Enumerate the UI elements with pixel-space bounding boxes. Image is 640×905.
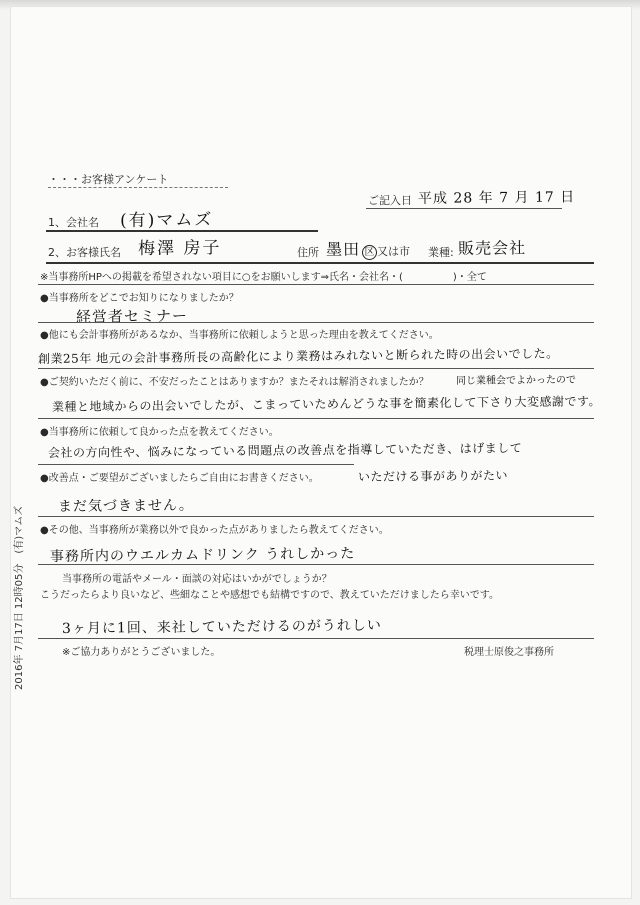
- form-title: ・・・お客様アンケート: [48, 173, 169, 186]
- question-improvements: ●改善点・ご要望がございましたらご自由にお書きください。: [40, 473, 319, 484]
- answer-concerns-note: 同じ業種会でよかったので: [455, 374, 577, 387]
- address-value: 墨田: [325, 239, 361, 259]
- answer-contact: 3ヶ月に1回、来社していただけるのがうれしい: [61, 617, 382, 637]
- fax-timestamp: 2016年 7月17日 12時05分 (有)マムズ: [14, 505, 25, 690]
- entry-date-value: 平成 28 年 7 月 17 日: [417, 189, 576, 207]
- answer-other-good: 事務所内のウエルカムドリンク うれしかった: [49, 545, 356, 565]
- entry-date-rule: [366, 208, 562, 209]
- q4-rule: [38, 368, 594, 369]
- answer-improvements: まだ気づきません。: [57, 497, 194, 515]
- answer-concerns: 業種と地域からの出会いでしたが、こまっていためんどうな事を簡素化して下さり大変感謝です。: [51, 394, 602, 414]
- question-contact-line1: 当事務所の電話やメール・面談の対応はいかがでしょうか？: [62, 574, 332, 585]
- q3-rule: [38, 322, 594, 323]
- company-rule: [46, 230, 318, 232]
- hp-consent-note: ※当事務所HPへの掲載を希望されない項目に○をお願いします⇒氏名・会社名・( )・全て: [40, 272, 487, 283]
- industry-label: 業種:: [428, 246, 454, 259]
- ward-circle: 区: [362, 245, 377, 260]
- question-good-points: ●当事務所に依頼して良かった点を教えてください。: [40, 427, 279, 438]
- answer-good-points-line1: 会社の方向性や、悩みになっている問題点の改善点を指導していただき、はげまして: [47, 441, 523, 460]
- answer-how-known: 経営者セミナー: [75, 306, 189, 326]
- office-name: 税理士原俊之事務所: [464, 647, 554, 658]
- address-label: 住所: [297, 246, 319, 259]
- q9-rule: [38, 638, 594, 639]
- answer-good-points-line2: いただける事がありがたい: [357, 468, 509, 484]
- title-underline: [48, 187, 228, 188]
- ward-rest: 又は市: [377, 245, 410, 258]
- name-row-rule: [46, 262, 594, 264]
- customer-name-value: 梅澤 房子: [137, 238, 222, 259]
- customer-name-label: 2、お客様氏名: [48, 246, 121, 259]
- company-value: (有)マムズ: [119, 210, 214, 231]
- thanks-note: ※ご協力ありがとうございました。: [62, 647, 221, 658]
- question-contact-line2: こうだったらより良いなど、些細なことや感想でも結構ですので、教えていただけましたら幸いです。: [40, 590, 499, 601]
- survey-sheet: [10, 6, 632, 899]
- q5-rule: [38, 418, 594, 419]
- q6-rule: [38, 464, 354, 465]
- question-reason: ●他にも会計事務所があるなか、当事務所に依頼しようと思った理由を教えてください。: [40, 330, 439, 341]
- entry-date-label: ご記入日: [368, 194, 412, 207]
- company-label: 1、会社名: [48, 216, 99, 229]
- ward-selector: [362, 243, 410, 260]
- answer-reason: 創業25年 地元の会計事務所長の高齢化により業務はみれないと断られた時の出会いでした。: [37, 346, 559, 366]
- hp-note-rule: [38, 284, 594, 285]
- question-concerns: ●ご契約いただく前に、不安だったことはありますか？またそれは解消されましたか？: [40, 377, 429, 388]
- question-other-good: ●その他、当事務所が業務以外で良かった点がありましたら教えてください。: [40, 525, 389, 536]
- q7-rule: [38, 516, 594, 517]
- q8-rule: [38, 564, 594, 565]
- question-how-known: ●当事務所をどこでお知りになりましたか？: [40, 293, 239, 304]
- industry-value: 販売会社: [457, 238, 527, 258]
